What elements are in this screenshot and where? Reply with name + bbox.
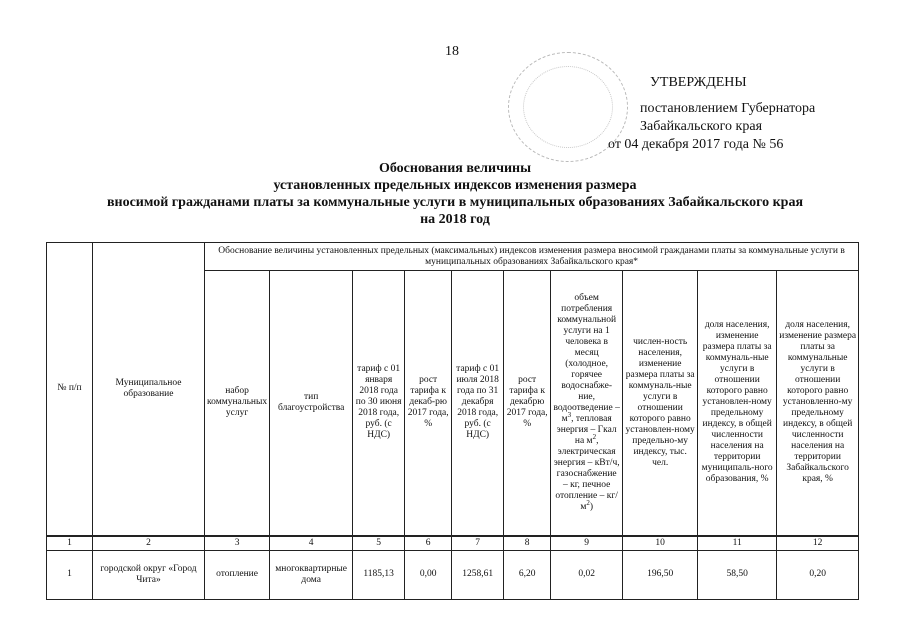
- header-col-growth-dec: рост тарифа к декаб-рю 2017 года, %: [405, 271, 452, 536]
- header-col-type: тип благоустройства: [270, 271, 353, 536]
- volume-text-a: объем потребления коммунальной услуги на 1 человека в месяц (холодное, горячее водоснабже-ние, водоотведение – м: [553, 292, 620, 424]
- title-line-3: вносимой гражданами платы за коммунальные услуги в муниципальных образованиях Забайкальского края: [106, 195, 804, 210]
- column-number: 2: [93, 536, 205, 551]
- header-col-tariff-jan: тариф с 01 января 2018 года по 30 июня 2018 года, руб. (с НДС): [353, 271, 405, 536]
- column-number: 3: [205, 536, 270, 551]
- column-number: 9: [551, 536, 623, 551]
- cell-share-region: 0,20: [777, 550, 859, 599]
- volume-text-c: , электрическая энергия – кВт/ч, газоснабжение – кг, печное отопление – кг/м: [553, 435, 620, 512]
- approval-line-decree: постановлением Губернатора: [640, 101, 816, 116]
- title-line-1: Обоснования величины: [378, 161, 532, 176]
- cell-volume: 0,02: [551, 550, 623, 599]
- cell-type: многоквартирные дома: [270, 550, 353, 599]
- header-group-justification: Обоснование величины установленных предельных (максимальных) индексов изменения размера вносимой гражданами платы за коммунальные услуги в муниципальных образованиях Забайкальского края*: [205, 243, 859, 271]
- cell-tariff-jan: 1185,13: [353, 550, 405, 599]
- column-number: 1: [47, 536, 93, 551]
- approval-line-region: Забайкальского края: [640, 119, 763, 134]
- header-col-growth-dec2: рост тарифа к декабрю 2017 года, %: [504, 271, 551, 536]
- approval-line-date: от 04 декабря 2017 года № 56: [608, 137, 784, 152]
- document-title: [40, 160, 870, 228]
- column-number-row: [47, 536, 859, 551]
- superscript-2b: 2: [586, 498, 590, 507]
- column-number: 12: [777, 536, 859, 551]
- column-number: 10: [623, 536, 698, 551]
- tariff-justification-table: [46, 242, 859, 600]
- cell-services: отопление: [205, 550, 270, 599]
- header-col-share-municipal: доля населения, изменение размера платы за коммуналь-ные услуги в отношении которого равно установлен-ному предельному индексу, в общей численности населения на территории муниципаль-ного образования, %: [698, 271, 777, 536]
- header-col-tariff-jul: тариф с 01 июля 2018 года по 31 декабря 2018 года, руб. (с НДС): [452, 271, 504, 536]
- header-col-volume: [551, 271, 623, 536]
- volume-text-d: ): [589, 501, 593, 512]
- title-line-2: установленных предельных индексов изменения размера: [273, 178, 637, 193]
- approval-line-approved: УТВЕРЖДЕНЫ: [650, 75, 747, 90]
- page-number: 18: [445, 44, 459, 59]
- seal-inner-ring: [523, 66, 613, 148]
- cell-growth-jul: 6,20: [504, 550, 551, 599]
- cell-share-municipal: 58,50: [698, 550, 777, 599]
- header-col-municipality: Муниципальное образование: [93, 243, 205, 536]
- cell-no: 1: [47, 550, 93, 599]
- cell-growth-jan: 0,00: [405, 550, 452, 599]
- column-number: 6: [405, 536, 452, 551]
- column-number: 4: [270, 536, 353, 551]
- cell-municipality: городской округ «Город Чита»: [93, 550, 205, 599]
- table-group-header-row: [47, 243, 859, 271]
- cell-population: 196,50: [623, 550, 698, 599]
- column-number: 5: [353, 536, 405, 551]
- column-number: 8: [504, 536, 551, 551]
- table-row: [47, 550, 859, 599]
- column-number: 11: [698, 536, 777, 551]
- header-col-share-region: доля населения, изменение размера платы за коммунальные услуги в отношении которого равно установленно-му предельному индексу, в общей численности населения на территории Забайкальского края, %: [777, 271, 859, 536]
- superscript-2a: 2: [592, 432, 597, 441]
- title-line-4: на 2018 год: [420, 212, 490, 227]
- superscript-3: 3: [567, 410, 572, 419]
- volume-text-b: , тепловая энергия – Гкал на м: [556, 413, 617, 446]
- column-number: 7: [452, 536, 504, 551]
- header-col-no: № п/п: [47, 243, 93, 536]
- header-col-population: числен-ность населения, изменение размера платы за коммуналь-ные услуги в отношении которого равно установлен-ному предельно-му индексу, тыс. чел.: [623, 271, 698, 536]
- cell-tariff-jul: 1258,61: [452, 550, 504, 599]
- header-col-services: набор коммунальных услуг: [205, 271, 270, 536]
